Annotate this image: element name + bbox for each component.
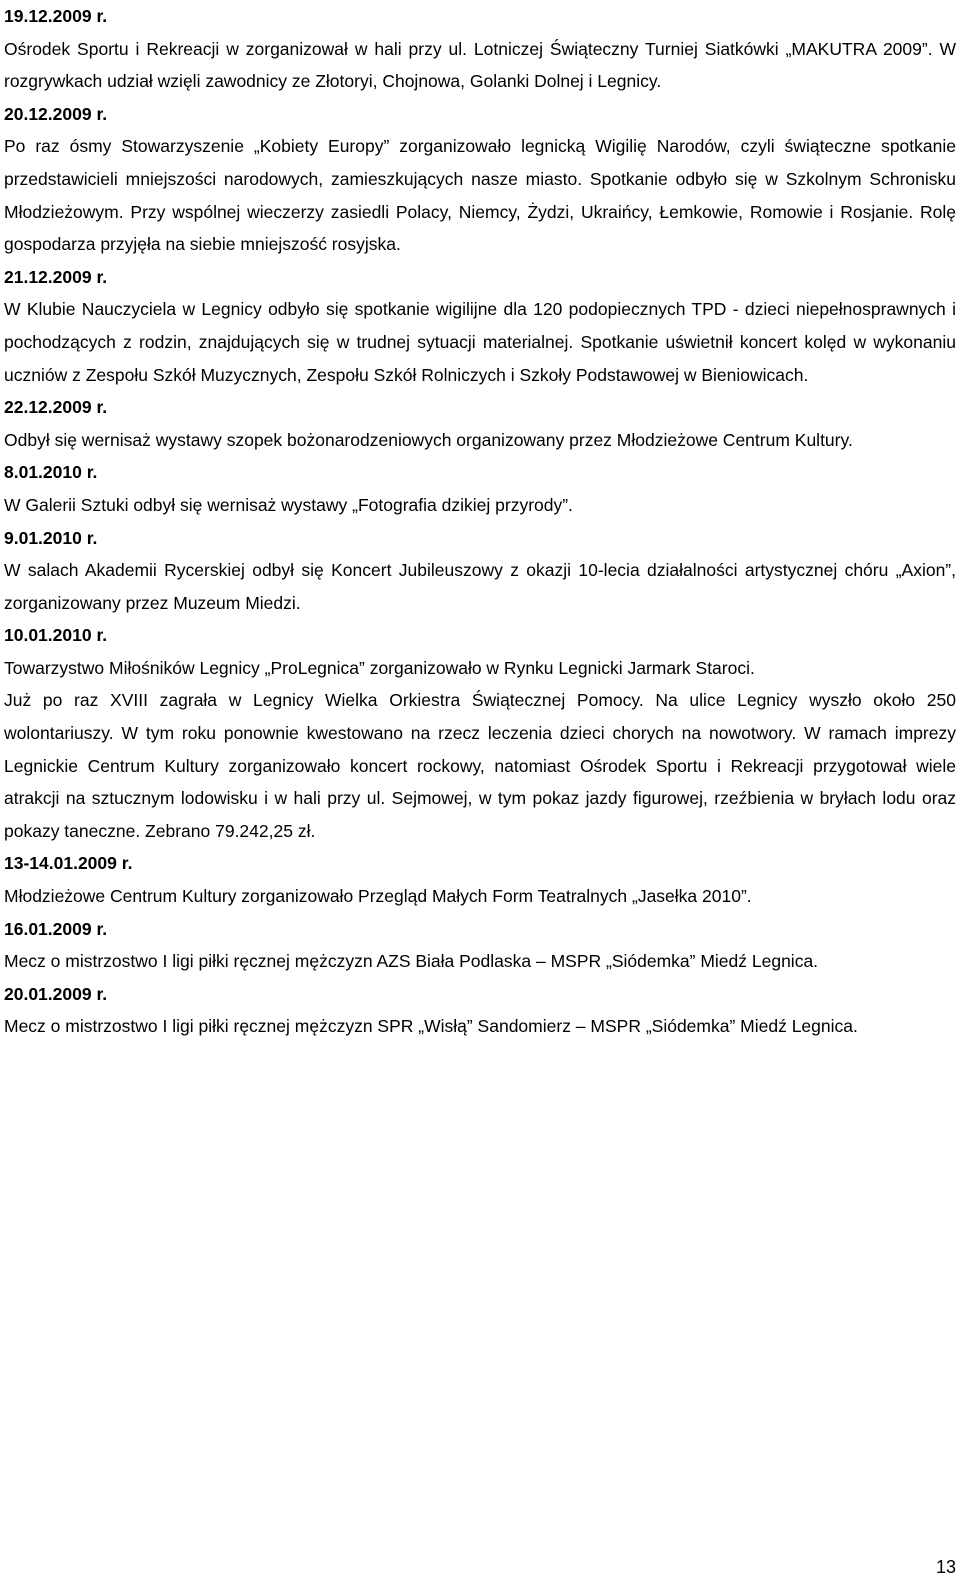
entry-text: W Klubie Nauczyciela w Legnicy odbyło się spotkanie wigilijne dla 120 podopiecznych TPD - dzieci niepełnosprawnych i pochodzących z rodzin, znajdujących się w trudnej sytuacji materialnej. Spotkanie uświetnił koncert kolęd w wykonaniu uczniów z Zespołu Szkół Muzycznych, Zespołu Szkół Rolniczych i Szkoły Podstawowej w Bieniowicach. <box>4 299 956 385</box>
entry-date: 19.12.2009 r. <box>4 6 108 26</box>
entry-date: 22.12.2009 r. <box>4 397 108 418</box>
entry-date: 13-14.01.2009 r. <box>4 853 133 874</box>
entry-text: Towarzystwo Miłośników Legnicy „ProLegnica” zorganizowało w Rynku Legnicki Jarmark Staroci. <box>4 657 755 678</box>
entry-text: Odbył się wernisaż wystawy szopek bożonarodzeniowych organizowany przez Młodzieżowe Centrum Kultury. <box>4 429 853 450</box>
entry-text: Młodzieżowe Centrum Kultury zorganizowało Przegląd Małych Form Teatralnych „Jasełka 2010”. <box>4 886 752 907</box>
entry-text: W salach Akademii Rycerskiej odbył się Koncert Jubileuszowy z okazji 10-lecia działalności artystycznej chóru „Axion”, zorganizowany przez Muzeum Miedzi. <box>4 560 956 613</box>
entry-text: Już po raz XVIII zagrała w Legnicy Wielka Orkiestra Świątecznej Pomocy. Na ulice Legnicy wyszło około 250 wolontariuszy. W tym roku ponownie kwestowano na rzecz leczenia dzieci chorych na nowotwory. W ramach imprezy Legnickie Centrum Kultury zorganizowało koncert rockowy, natomiast Ośrodek Sportu i Rekreacji przygotował wiele atrakcji na sztucznym lodowisku i w hali przy ul. Sejmowej, w tym pokaz jazdy figurowej, rzeźbienia w bryłach lodu oraz pokazy taneczne. Zebrano 79.242,25 zł. <box>4 690 956 841</box>
entry-date: 20.01.2009 r. <box>4 983 108 1004</box>
entry-text: Po raz ósmy Stowarzyszenie „Kobiety Europy” zorganizowało legnicką Wigilię Narodów, czyli świąteczne spotkanie przedstawicieli mniejszości narodowych, zamieszkujących nasze miasto. Spotkanie odbyło się w Szkolnym Schronisku Młodzieżowym. Przy wspólnej wieczerzy zasiedli Polacy, Niemcy, Żydzi, Ukraińcy, Łemkowie, Romowie i Rosjanie. Rolę gospodarza przyjęła na siebie mniejszość rosyjska. <box>4 136 956 255</box>
page-number: 13 <box>935 1557 956 1577</box>
entry-date: 9.01.2010 r. <box>4 527 98 548</box>
entry-date: 20.12.2009 r. <box>4 103 108 124</box>
entry-date: 8.01.2010 r. <box>4 462 98 483</box>
entry-text: W Galerii Sztuki odbył się wernisaż wystawy „Fotografia dzikiej przyrody”. <box>4 494 573 515</box>
entry-date: 16.01.2009 r. <box>4 918 108 939</box>
entry-text: Mecz o mistrzostwo I ligi piłki ręcznej mężczyzn AZS Biała Podlaska – MSPR „Siódemka” Miedź Legnica. <box>4 951 819 972</box>
entry-text: Mecz o mistrzostwo I ligi piłki ręcznej mężczyzn SPR „Wisłą” Sandomierz – MSPR „Siódemka” Miedź Legnica. <box>4 1016 858 1037</box>
entry-date: 21.12.2009 r. <box>4 266 108 287</box>
chronicle-entries <box>4 0 956 1043</box>
entry-text: Ośrodek Sportu i Rekreacji w zorganizował w hali przy ul. Lotniczej Świąteczny Turniej Siatkówki „MAKUTRA 2009”. W rozgrywkach udział wzięli zawodnicy ze Złotoryi, Chojnowa, Golanki Dolnej i Legnicy. <box>4 38 956 92</box>
entry-date: 10.01.2010 r. <box>4 625 108 646</box>
